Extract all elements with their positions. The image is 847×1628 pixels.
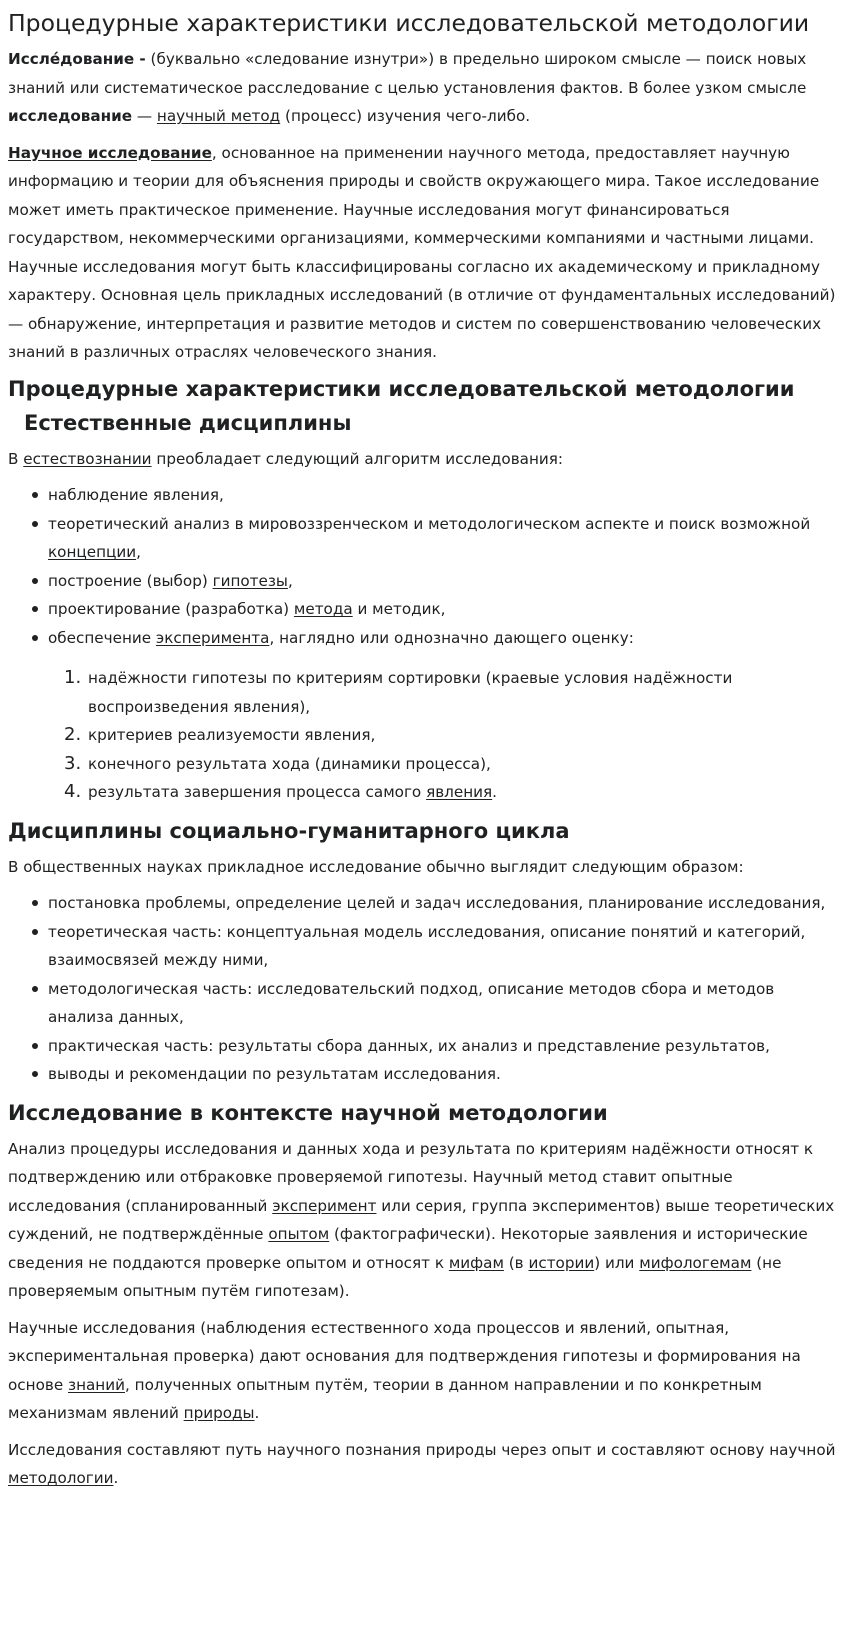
context-text: ) или — [594, 1253, 640, 1272]
list-item-text: , наглядно или однозначно дающего оценку: — [269, 628, 634, 647]
link-phenomenon[interactable]: явления — [426, 783, 493, 801]
link-myths[interactable]: мифам — [448, 1253, 504, 1272]
list-item — [48, 595, 839, 624]
link-experiment[interactable]: эксперимента — [155, 628, 270, 647]
link-history[interactable]: истории — [528, 1253, 595, 1272]
link-method[interactable]: метода — [293, 600, 353, 618]
lead-text: преобладает следующий алгоритм исследования: — [151, 449, 564, 468]
list-number: 4. — [64, 781, 82, 802]
context-text: или серия, группа экспериментов) выше теоретических суждений, не подтверждённые — [8, 1196, 835, 1243]
context-text: Анализ процедуры исследования и данных хода и результата по критериям надёжности относят к подтверждению или отбраковке проверяемой гипотезы. Научный метод ставит опытные исследования (спланированный — [8, 1139, 814, 1215]
list-item-text: теоретический анализ в мировоззренческом и методологическом аспекте и поиск возможной — [48, 514, 811, 533]
context-paragraph-3 — [8, 1436, 839, 1493]
context-text: Научные исследования (наблюдения естественного хода процессов и явлений, опытная, экспериментальная проверка) дают основания для подтверждения гипотезы и формирования на основе — [8, 1318, 801, 1394]
social-steps-list — [8, 889, 839, 1089]
link-experience[interactable]: опытом — [268, 1225, 330, 1243]
list-item — [64, 721, 839, 750]
natural-lead — [8, 445, 839, 474]
list-item — [64, 750, 839, 779]
list-item-text: проектирование (разработка) — [48, 600, 294, 618]
link-scientific-research[interactable]: Научное исследование — [8, 143, 212, 162]
list-item-text: , — [287, 571, 293, 590]
list-item — [48, 481, 839, 510]
link-methodology[interactable]: методологии — [8, 1469, 114, 1487]
natural-steps-list — [8, 481, 839, 652]
intro-bold-term: исследование — [8, 107, 133, 125]
context-text: (не проверяемым опытным путём гипотезам). — [8, 1253, 782, 1300]
link-natural-science[interactable]: естествознании — [23, 449, 152, 468]
intro-text: (буквально «следование изнутри») в предельно широком смысле — поиск новых знаний или систематическое расследование с целью установления фактов. В более узком смысле — [8, 50, 807, 97]
intro-term: Иссле́дование - — [8, 50, 146, 68]
list-item-text: результата завершения процесса самого — [88, 783, 427, 801]
article — [0, 9, 847, 1493]
list-item — [64, 664, 839, 721]
list-item-text: построение (выбор) — [48, 571, 213, 590]
context-paragraph-1 — [8, 1135, 839, 1306]
lead-text: В — [8, 449, 24, 468]
intro-text: (процесс) изучения чего-либо. — [280, 107, 531, 125]
link-knowledge[interactable]: знаний — [68, 1375, 125, 1394]
list-number: 1. — [64, 667, 82, 688]
context-text: , полученных опытным путём, теории в данном направлении и по конкретным механизмам явлений — [8, 1375, 762, 1422]
list-item: выводы и рекомендации по результатам исследования. — [48, 1060, 839, 1089]
list-item-text: наблюдение явления, — [48, 486, 224, 504]
list-number: 3. — [64, 752, 82, 774]
link-nature[interactable]: природы — [183, 1404, 255, 1422]
list-item: теоретическая часть: концептуальная модель исследования, описание понятий и категорий, взаимосвязей между ними, — [48, 918, 839, 975]
list-number: 2. — [64, 724, 82, 745]
list-item-text: критериев реализуемости явления, — [88, 726, 376, 744]
list-item — [64, 778, 839, 807]
context-paragraph-2 — [8, 1314, 839, 1428]
link-scientific-method[interactable]: научный метод — [156, 107, 281, 125]
link-hypothesis[interactable]: гипотезы — [212, 571, 288, 590]
science-text: , основанное на применении научного метода, предоставляет научную информацию и теории для объяснения природы и свойств окружающего мира. Такое исследование может иметь практическое применение. Научные исследования могут финансироваться государством, некоммерческими организациями, коммерческими компаниями и частными лицами. Научные исследования могут быть классифицированы согласно их академическому и прикладному характеру. Основная цель прикладных исследований (в отличие от фундаментальных исследований) — обнаружение, интерпретация и развитие методов и систем по совершенствованию человеческих знаний в различных отраслях человеческого знания. — [8, 143, 836, 361]
context-text: (в — [503, 1253, 529, 1272]
list-item: практическая часть: результаты сбора данных, их анализ и представление результатов, — [48, 1032, 839, 1061]
list-item — [48, 624, 839, 653]
heading-social-disciplines: Дисциплины социально-гуманитарного цикла — [8, 818, 570, 843]
intro-paragraph — [8, 45, 839, 131]
link-mythologems[interactable]: мифологемам — [639, 1253, 752, 1272]
list-item-text: и методик, — [352, 600, 446, 618]
social-lead: В общественных науках прикладное исследование обычно выглядит следующим образом: — [8, 857, 744, 876]
science-paragraph — [8, 139, 839, 367]
heading-natural-disciplines: Естественные дисциплины — [24, 410, 352, 435]
list-item — [48, 567, 839, 596]
context-text: . — [254, 1404, 260, 1422]
list-item-text: . — [492, 783, 497, 801]
page-title: Процедурные характеристики исследовательской методологии — [8, 9, 810, 37]
context-text: (фактографически). Некоторые заявления и исторические сведения не поддаются проверке опытом и относят к — [8, 1225, 808, 1272]
list-item-text: конечного результата хода (динамики процесса), — [88, 754, 491, 773]
list-item-text: обеспечение — [48, 628, 156, 647]
list-item: постановка проблемы, определение целей и задач исследования, планирование исследования, — [48, 889, 839, 918]
evaluation-criteria-list — [8, 664, 839, 807]
list-item: методологическая часть: исследовательский подход, описание методов сбора и методов анализа данных, — [48, 975, 839, 1032]
heading-procedural: Процедурные характеристики исследовательской методологии — [8, 376, 795, 401]
context-text: . — [113, 1469, 119, 1487]
context-text: Исследования составляют путь научного познания природы через опыт и составляют основу научной — [8, 1440, 836, 1459]
list-item-text: надёжности гипотезы по критериям сортировки (краевые условия надёжности воспроизведения явления), — [88, 669, 733, 716]
heading-methodology-context: Исследование в контексте научной методологии — [8, 1100, 608, 1125]
intro-text: — — [132, 107, 157, 125]
link-experiment-2[interactable]: эксперимент — [272, 1196, 377, 1215]
link-concept[interactable]: концепции — [48, 543, 137, 561]
list-item — [48, 510, 839, 567]
list-item-text: , — [136, 543, 141, 561]
